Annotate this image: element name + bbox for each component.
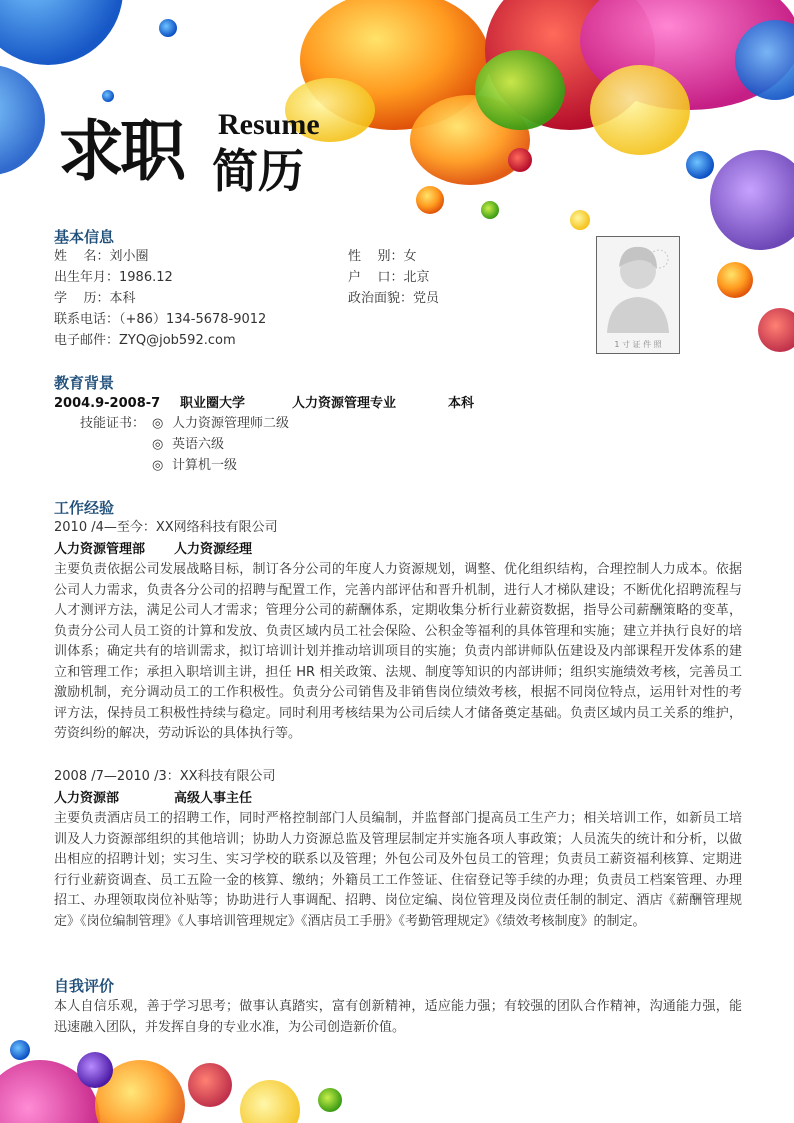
section-title-self: 自我评价: [54, 977, 115, 995]
avatar-icon: [597, 237, 679, 337]
basic-left-2: 学 历：本科: [54, 291, 136, 306]
section-title-basic: 基本信息: [54, 228, 115, 246]
basic-left-0: 姓 名：刘小圈: [54, 249, 149, 264]
job-dept: 人力资源部: [54, 791, 120, 806]
edu-period: 2004.9-2008-7: [54, 396, 161, 411]
logo-title: 求职: [58, 112, 182, 190]
cert-item: ◎ 计算机一级: [152, 458, 238, 473]
job-dept: 人力资源管理部: [54, 542, 146, 557]
job-header: 2010 /4—至今：XX网络科技有限公司: [54, 520, 278, 535]
id-photo: [596, 236, 680, 354]
cert-item: ◎ 英语六级: [152, 437, 225, 452]
logo-subtitle: 简历: [212, 144, 304, 198]
section-title-work: 工作经验: [54, 499, 115, 517]
basic-right-0: 性 别：女: [348, 249, 417, 264]
edu-major: 人力资源管理专业: [292, 396, 397, 411]
section-title-education: 教育背景: [54, 374, 115, 392]
job-description: 主要负责酒店员工的招聘工作，同时严格控制部门人员编制，并监督部门提高员工生产力；相关培训工作，如新员工培训及人力资源部组织的其他培训；协助人力资源总监及管理层制定并实施各项人事政策；人员流失的统计和分析，以做出相应的招聘计划；实习生、实习学校的联系以及管理；外包公司及外包员工的管理；负责员工薪资福利核算、定期进行行业薪资调查、员工五险一金的核算、缴纳；外籍员工工作签证、住宿登记等手续的办理；负责员工档案管理、办理招工、办理领取岗位补贴等；协助进行人事调配、招聘、岗位定编、岗位管理及岗位责任制的制定、酒店《薪酬管理规定》《岗位编制管理》《人事培训管理规定》《酒店员工手册》《考勤管理规定》《绩效考核制度》的制定。: [54, 811, 742, 929]
logo-english: Resume: [218, 108, 320, 141]
self-description: 本人自信乐观，善于学习思考；做事认真踏实，富有创新精神，适应能力强；有较强的团队合作精神，沟通能力强，能迅速融入团队，并发挥自身的专业水准，为公司创造新价值。: [54, 999, 742, 1035]
job-position: 高级人事主任: [174, 791, 253, 806]
cert-item: ◎ 人力资源管理师二级: [152, 416, 290, 431]
basic-left-4: 电子邮件：ZYQ@job592.com: [54, 333, 236, 348]
edu-degree: 本科: [448, 396, 475, 411]
cert-label: 技能证书：: [80, 416, 146, 431]
basic-right-2: 政治面貌：党员: [348, 291, 440, 306]
basic-right-1: 户 口：北京: [348, 270, 430, 285]
basic-left-1: 出生年月：1986.12: [54, 270, 173, 285]
job-description: 主要负责依据公司发展战略目标，制订各分公司的年度人力资源规划，调整、优化组织结构，合理控制人力成本。依据公司人力需求，负责各分公司的招聘与配置工作，完善内部评估和晋升机制，进行人才梯队建设；不断优化招聘流程与人才测评方法，满足公司人才需求；管理分公司的薪酬体系，定期收集分析行业薪资数据，指导公司薪酬策略的变革，负责分公司人员工资的计算和发放、负责区域内员工社会保险、公积金等福利的具体管理和实施；建立并执行良好的培训体系；确定共有的培训需求，拟订培训计划并推动培训项目的实施；负责内部讲师队伍建设及内部课程开发体系的建立和管理工作；承担入职培训主讲，担任 HR 相关政策、法规、制度等知识的内部讲师；组织实施绩效考核，完善员工激励机制，充分调动员工的工作积极性。负责分公司销售及非销售岗位绩效考核，根据不同岗位特点，运用针对性的考评方法，保持员工积极性持续与稳定。同时利用考核结果为公司后续人才储备奠定基础。负责区域内员工关系的维护，劳资纠纷的解决，劳动诉讼的具体执行等。: [54, 562, 742, 741]
basic-left-3: 联系电话：（+86）134-5678-9012: [54, 312, 267, 327]
photo-caption: 1 寸 证 件 照: [614, 340, 662, 349]
job-position: 人力资源经理: [174, 542, 253, 557]
job-header: 2008 /7—2010 /3：XX科技有限公司: [54, 769, 276, 784]
edu-school: 职业圈大学: [180, 396, 246, 411]
